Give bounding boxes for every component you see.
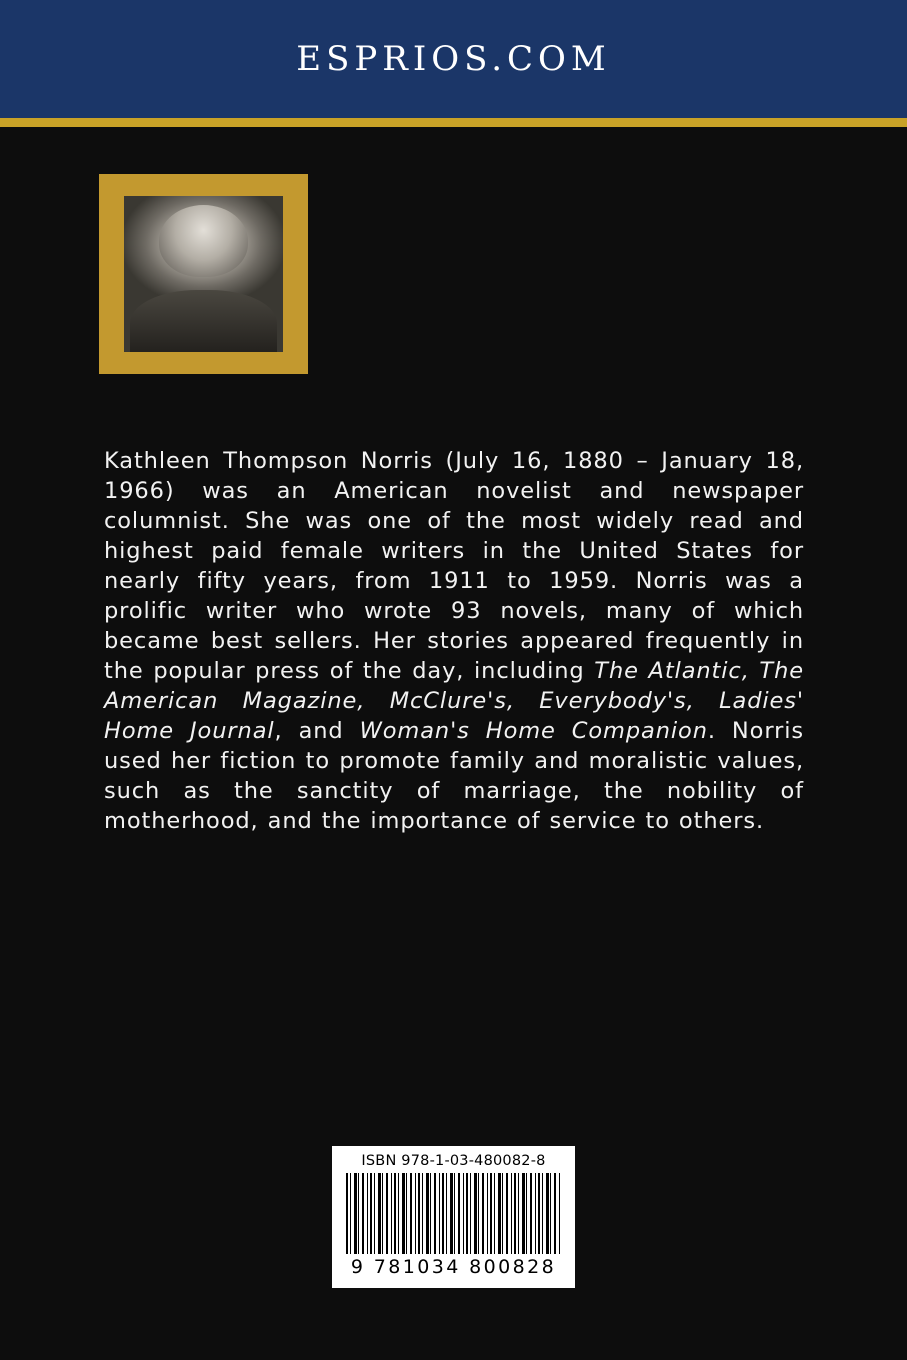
- publisher-banner: [0, 0, 907, 118]
- barcode-block: [332, 1146, 575, 1288]
- biography-part-1: Kathleen Thompson Norris (July 16, 1880 – January 18, 1966) was an American novelist and newspaper columnist. She was one of the most widely read and highest paid female writers in the United States for nearly fifty years, from 1911 to 1959. Norris was a prolific writer who wrote 93 novels, many of which became best sellers. Her stories appeared frequently in the popular press of the day, including: [104, 448, 804, 684]
- biography-italic-2: Woman's Home Companion: [359, 718, 708, 744]
- isbn-label: ISBN 978-1-03-480082-8: [361, 1153, 546, 1169]
- banner-dark-rule: [0, 127, 907, 133]
- author-portrait-photo: [124, 196, 283, 352]
- biography-italic-1: The Atlantic, The American Magazine, McClure's, Everybody's, Ladies' Home Journal: [104, 658, 804, 744]
- biography-part-3: . Norris used her fiction to promote family and moralistic values, such as the sanctity of marriage, the nobility of motherhood, and the importance of service to others.: [104, 718, 804, 834]
- biography-part-2: , and: [274, 718, 360, 744]
- banner-gold-rule: [0, 118, 907, 127]
- barcode-bars: [346, 1173, 561, 1254]
- publisher-name: ESPRIOS.COM: [296, 39, 611, 79]
- author-portrait-frame: [99, 174, 308, 374]
- author-biography: [104, 446, 804, 836]
- barcode-digits: 9 781034 800828: [350, 1256, 557, 1278]
